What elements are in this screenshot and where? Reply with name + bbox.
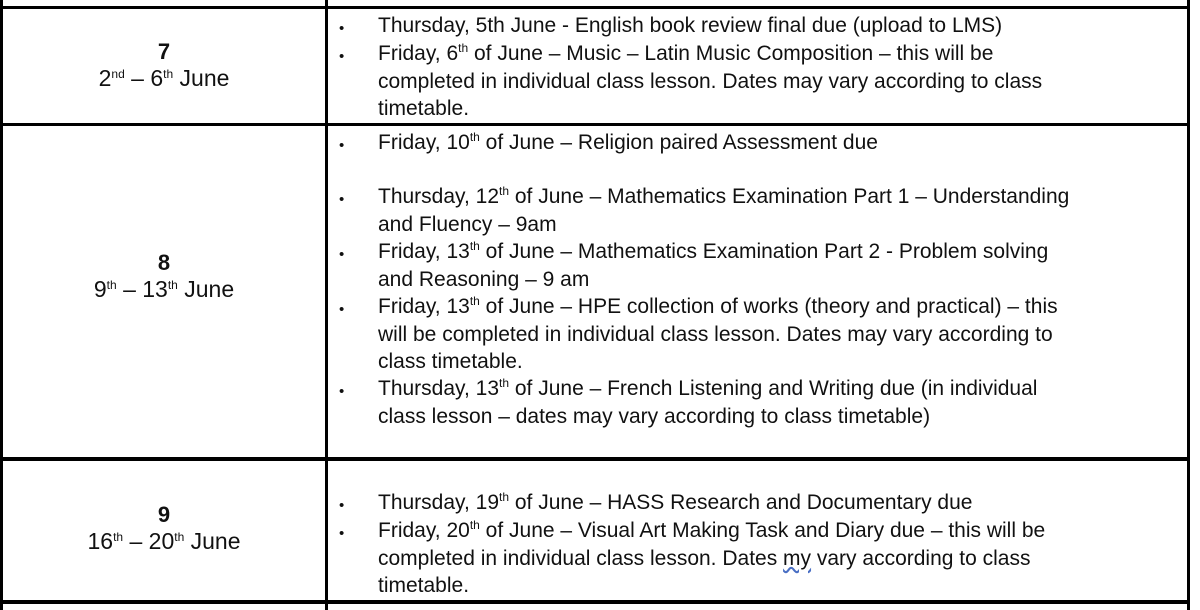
item-line: Friday, 6th of June – Music – Latin Music Composition – this will be: [378, 41, 994, 65]
week-cell: [3, 39, 325, 92]
row-border-top: [0, 6, 1190, 9]
deadline-item: [378, 293, 1178, 376]
week-number: 8: [157, 250, 171, 275]
ordinal-suffix: th: [106, 278, 117, 292]
item-line: class lesson – dates may vary according to class timetable): [378, 404, 931, 428]
item-line: and Fluency – 9am: [378, 212, 557, 236]
ordinal-suffix: th: [174, 530, 185, 544]
deadline-item: [378, 183, 1178, 238]
bullet-icon: •: [339, 301, 345, 318]
bullet-icon: •: [339, 525, 345, 542]
ordinal-suffix: th: [499, 490, 510, 504]
item-line: Thursday, 19th of June – HASS Research and Documentary due: [378, 490, 973, 514]
item-line: Thursday, 12th of June – Mathematics Examination Part 1 – Understanding: [378, 184, 1070, 208]
deadline-item: [378, 489, 1178, 517]
item-line: and Reasoning – 9 am: [378, 267, 590, 291]
item-line: Friday, 13th of June – Mathematics Examination Part 2 - Problem solving: [378, 239, 1049, 263]
item-line: timetable.: [378, 97, 470, 120]
week-number: 7: [157, 39, 171, 64]
row-border-bottom: [0, 600, 1190, 604]
deadline-item: [378, 375, 1178, 430]
week-date-range: 2nd – 6th June: [98, 65, 230, 91]
table-right-border: [1187, 0, 1190, 610]
bullet-icon: •: [339, 246, 345, 263]
ordinal-suffix: th: [167, 278, 178, 292]
bullet-icon: •: [339, 20, 345, 37]
week-cell: [3, 502, 325, 555]
ordinal-suffix: th: [458, 41, 469, 55]
row-border-7-8: [0, 123, 1190, 126]
deadline-item: [378, 40, 1178, 123]
ordinal-suffix: th: [469, 130, 480, 144]
ordinal-suffix: th: [113, 530, 124, 544]
ordinal-suffix: th: [469, 294, 480, 308]
deadline-item: [378, 129, 1178, 157]
item-line: Thursday, 13th of June – French Listening and Writing due (in individual: [378, 376, 1038, 400]
item-line: completed in individual class lesson. Dates my vary according to class: [378, 546, 1031, 570]
bullet-icon: •: [339, 497, 345, 514]
item-line: class timetable.: [378, 350, 523, 373]
item-line: completed in individual class lesson. Dates may vary according to class: [378, 69, 1043, 93]
row-border-8-9: [0, 457, 1190, 461]
ordinal-suffix: nd: [111, 67, 125, 81]
ordinal-suffix: th: [469, 518, 480, 532]
bullet-icon: •: [339, 383, 345, 400]
bullet-icon: •: [339, 48, 345, 65]
bullet-icon: •: [339, 191, 345, 208]
week-cell: [3, 250, 325, 303]
bullet-icon: •: [339, 137, 345, 154]
item-line: Thursday, 5th June - English book review final due (upload to LMS): [378, 14, 1003, 37]
deadline-item: [378, 12, 1178, 40]
item-line: Friday, 20th of June – Visual Art Making Task and Diary due – this will be: [378, 518, 1046, 542]
ordinal-suffix: th: [499, 376, 510, 390]
deadline-item: [378, 238, 1178, 293]
week-number: 9: [157, 502, 171, 527]
item-line: timetable.: [378, 574, 470, 597]
spellcheck-flagged-word: my: [783, 546, 812, 570]
week-date-range: 16th – 20th June: [87, 528, 241, 554]
table-column-divider: [325, 0, 328, 610]
deadline-item: [378, 517, 1178, 600]
item-line: Friday, 13th of June – HPE collection of works (theory and practical) – this: [378, 294, 1058, 318]
ordinal-suffix: th: [469, 239, 480, 253]
item-line: will be completed in individual class lesson. Dates may vary according to: [378, 322, 1053, 346]
ordinal-suffix: th: [499, 184, 510, 198]
week-date-range: 9th – 13th June: [93, 276, 235, 302]
item-line: Friday, 10th of June – Religion paired Assessment due: [378, 130, 878, 154]
ordinal-suffix: th: [163, 67, 174, 81]
